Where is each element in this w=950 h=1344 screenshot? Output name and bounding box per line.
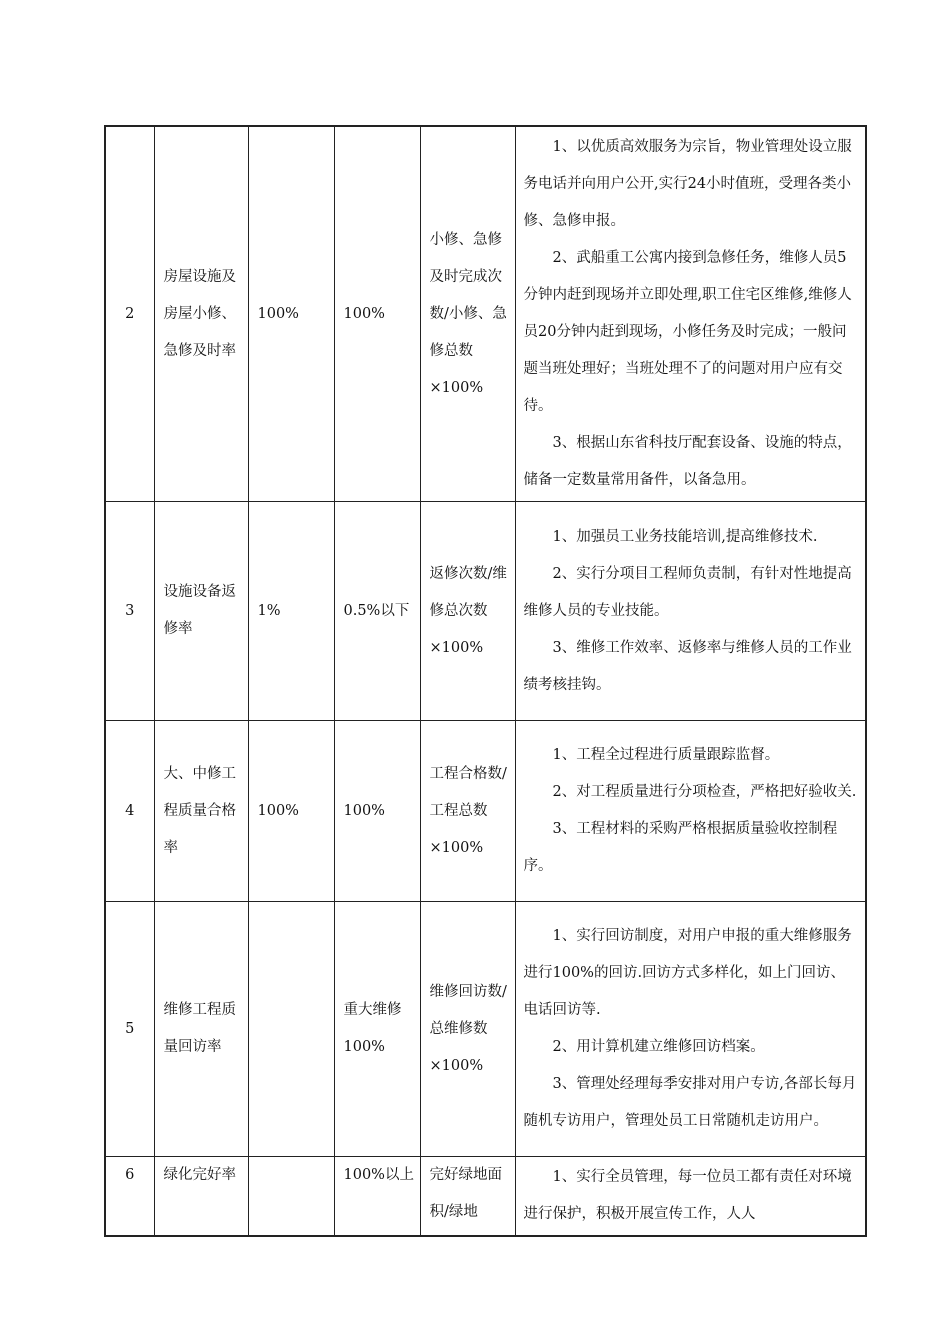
formula: 返修次数/维修总次数×100% (420, 502, 515, 721)
measure-item: 1、实行回访制度，对用户申报的重大维修服务进行100%的回访.回访方式多样化，如上门回访、电话回访等. (523, 928, 852, 1018)
target-value: 100%以上 (334, 1157, 420, 1237)
formula: 维修回访数/总维修数×100% (420, 902, 515, 1157)
table-row (105, 902, 866, 1157)
measure-item: 1、实行全员管理，每一位员工都有责任对环境进行保护，积极开展宣传工作，人人 (523, 1169, 852, 1222)
measure-item: 2、实行分项目工程师负责制，有针对性地提高维修人员的专业技能。 (523, 565, 852, 619)
target-value: 100% (334, 721, 420, 902)
measures-cell (515, 126, 866, 502)
formula: 小修、急修及时完成次数/小修、急修总数×100% (420, 126, 515, 502)
current-value: 1% (248, 502, 334, 721)
target-value: 100% (334, 126, 420, 502)
measure-item: 2、用计算机建立维修回访档案。 (552, 1039, 765, 1055)
table-row (105, 126, 866, 502)
measure-item: 3、工程材料的采购严格根据质量验收控制程序。 (523, 821, 838, 874)
table-row (105, 1157, 866, 1237)
measure-item: 1、加强员工业务技能培训,提高维修技术. (552, 528, 818, 545)
table-row (105, 721, 866, 902)
row-number: 6 (105, 1157, 154, 1237)
measure-item: 2、武船重工公寓内接到急修任务，维修人员5分钟内赶到现场并立即处理,职工住宅区维修,维修人员20分钟内赶到现场，小修任务及时完成；一般问题当班处理好；当班处理不了的问题对用户应有交待。 (523, 250, 852, 414)
indicator-name: 设施设备返修率 (154, 502, 248, 721)
target-value: 0.5%以下 (334, 502, 420, 721)
current-value (248, 1157, 334, 1237)
row-number: 2 (105, 126, 154, 502)
measure-item: 3、根据山东省科技厅配套设备、设施的特点，储备一定数量常用备件，以备急用。 (523, 435, 852, 488)
measures-cell (515, 502, 866, 721)
measure-item: 3、维修工作效率、返修率与维修人员的工作业绩考核挂钩。 (523, 639, 852, 693)
table-row (105, 502, 866, 721)
row-number: 3 (105, 502, 154, 721)
measure-item: 3、管理处经理每季安排对用户专访,各部长每月随机专访用户，管理处员工日常随机走访用户。 (523, 1076, 857, 1129)
measure-item: 1、以优质高效服务为宗旨，物业管理处设立服务电话并向用户公开,实行24小时值班，受理各类小修、急修申报。 (523, 139, 852, 229)
formula: 工程合格数/工程总数×100% (420, 721, 515, 902)
row-number: 5 (105, 902, 154, 1157)
indicator-name: 大、中修工程质量合格率 (154, 721, 248, 902)
current-value: 100% (248, 126, 334, 502)
formula: 完好绿地面积/绿地 (420, 1157, 515, 1237)
measure-item: 2、对工程质量进行分项检查，严格把好验收关. (552, 784, 857, 800)
measures-cell (515, 1157, 866, 1237)
indicator-name: 维修工程质量回访率 (154, 902, 248, 1157)
current-value: 100% (248, 721, 334, 902)
measures-cell (515, 902, 866, 1157)
target-value: 重大维修100% (334, 902, 420, 1157)
measures-cell (515, 721, 866, 902)
row-number: 4 (105, 721, 154, 902)
measure-item: 1、工程全过程进行质量跟踪监督。 (552, 747, 780, 763)
indicator-name: 房屋设施及房屋小修、急修及时率 (154, 126, 248, 502)
current-value (248, 902, 334, 1157)
service-standards-table (104, 125, 867, 1237)
indicator-name: 绿化完好率 (154, 1157, 248, 1237)
